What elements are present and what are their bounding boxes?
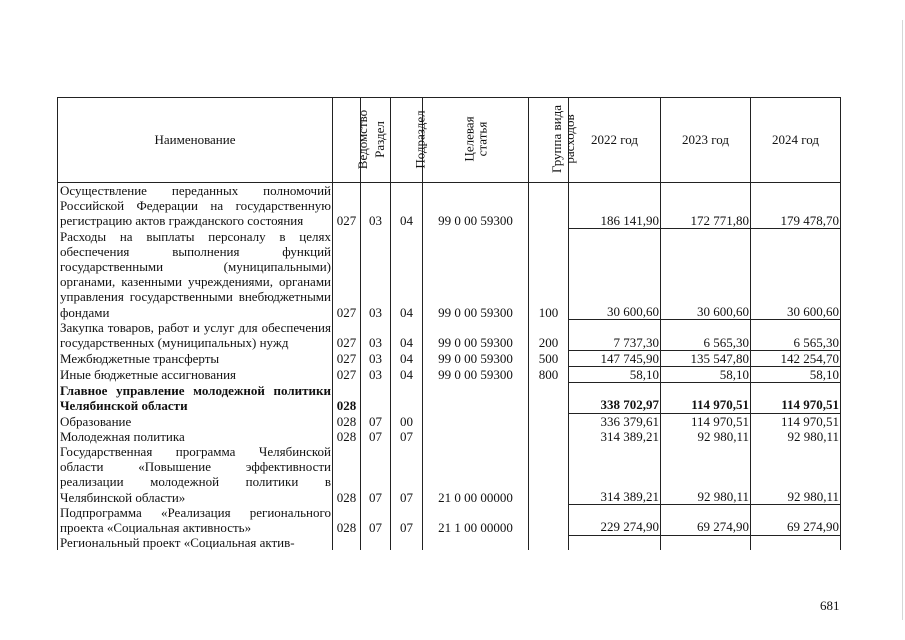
row-dept: 028 <box>333 383 361 413</box>
row-exp <box>529 535 569 550</box>
table-row <box>58 320 841 350</box>
table-row <box>58 350 841 366</box>
row-target <box>423 413 529 429</box>
row-2024: 69 274,90 <box>751 505 841 535</box>
row-target: 21 1 00 00000 <box>423 505 529 535</box>
row-2024: 142 254,70 <box>751 350 841 366</box>
row-2022: 58,10 <box>569 366 661 382</box>
page-number: 681 <box>820 598 840 613</box>
header-target <box>423 98 529 183</box>
row-name: Молодежная политика <box>58 429 333 444</box>
row-dept: 027 <box>333 229 361 320</box>
row-2024 <box>751 535 841 550</box>
row-dept: 027 <box>333 350 361 366</box>
header-2024: 2024 год <box>751 98 841 183</box>
row-dept: 028 <box>333 413 361 429</box>
table-row <box>58 444 841 505</box>
row-section: 03 <box>361 320 391 350</box>
row-section <box>361 535 391 550</box>
budget-table <box>57 97 841 550</box>
row-2023: 92 980,11 <box>661 444 751 505</box>
row-2023: 6 565,30 <box>661 320 751 350</box>
row-2022: 186 141,90 <box>569 183 661 229</box>
row-exp <box>529 383 569 413</box>
header-target-line1: Целевая <box>461 116 477 162</box>
header-exp-label <box>550 105 576 173</box>
row-subsection <box>391 535 423 550</box>
row-2024: 114 970,51 <box>751 413 841 429</box>
row-section <box>361 383 391 413</box>
row-target <box>423 429 529 444</box>
row-2023: 114 970,51 <box>661 413 751 429</box>
row-target: 21 0 00 00000 <box>423 444 529 505</box>
row-target: 99 0 00 59300 <box>423 320 529 350</box>
row-exp: 800 <box>529 366 569 382</box>
row-2023: 92 980,11 <box>661 429 751 444</box>
row-section: 07 <box>361 429 391 444</box>
header-name: Наименование <box>58 98 333 183</box>
table-row <box>58 505 841 535</box>
row-section: 03 <box>361 183 391 229</box>
header-2022: 2022 год <box>569 98 661 183</box>
table-row <box>58 429 841 444</box>
row-subsection: 00 <box>391 413 423 429</box>
row-2022: 336 379,61 <box>569 413 661 429</box>
row-dept: 028 <box>333 444 361 505</box>
header-exp-line1: Группа вида <box>548 105 564 174</box>
row-exp: 200 <box>529 320 569 350</box>
row-name: Осуществление переданных полномочий Российской Федерации на государственную регистрацию актов гражданского состояния <box>58 183 333 229</box>
row-dept: 028 <box>333 505 361 535</box>
row-name: Межбюджетные трансферты <box>58 350 333 366</box>
row-2022: 229 274,90 <box>569 505 661 535</box>
row-subsection: 07 <box>391 505 423 535</box>
header-exp-line2: расходов <box>561 114 577 165</box>
table-row <box>58 183 841 229</box>
header-subsection-label: Подраздел <box>412 110 428 169</box>
row-dept: 027 <box>333 320 361 350</box>
row-2022: 338 702,97 <box>569 383 661 413</box>
row-name: Закупка товаров, работ и услуг для обеспечения государственных (муниципальных) нужд <box>58 320 333 350</box>
budget-table-container <box>57 97 840 550</box>
row-exp <box>529 505 569 535</box>
header-target-line2: статья <box>474 122 490 157</box>
row-dept <box>333 535 361 550</box>
row-2024: 114 970,51 <box>751 383 841 413</box>
row-2023: 69 274,90 <box>661 505 751 535</box>
row-2022: 314 389,21 <box>569 444 661 505</box>
row-2023: 30 600,60 <box>661 229 751 320</box>
row-dept: 028 <box>333 429 361 444</box>
row-name: Главное управление молодежной политики Челябинской области <box>58 383 333 413</box>
row-section: 07 <box>361 413 391 429</box>
header-exp-group <box>529 98 577 183</box>
row-2022: 147 745,90 <box>569 350 661 366</box>
row-exp <box>529 429 569 444</box>
row-section: 07 <box>361 444 391 505</box>
row-dept: 027 <box>333 366 361 382</box>
row-2024: 30 600,60 <box>751 229 841 320</box>
row-name: Государственная программа Челябинской области «Повышение эффективности реализации молодежной политики в Челябинской области» <box>58 444 333 505</box>
row-name: Расходы на выплаты персоналу в целях обеспечения выполнения функций государственными (муниципальными) органами, казенными учреждениями, органами управления государственными внебюджетными фондами <box>58 229 333 320</box>
row-name: Подпрограмма «Реализация регионального проекта «Социальная активность» <box>58 505 333 535</box>
row-exp <box>529 183 569 229</box>
row-target: 99 0 00 59300 <box>423 350 529 366</box>
row-exp: 100 <box>529 229 569 320</box>
row-name: Иные бюджетные ассигнования <box>58 366 333 382</box>
row-section: 03 <box>361 366 391 382</box>
table-row <box>58 229 841 320</box>
row-2024: 58,10 <box>751 366 841 382</box>
header-subsection <box>391 98 428 183</box>
row-exp <box>529 444 569 505</box>
row-2023: 135 547,80 <box>661 350 751 366</box>
row-section: 03 <box>361 229 391 320</box>
row-2024: 179 478,70 <box>751 183 841 229</box>
row-target: 99 0 00 59300 <box>423 366 529 382</box>
header-2023: 2023 год <box>661 98 751 183</box>
row-2022: 7 737,30 <box>569 320 661 350</box>
row-2024: 6 565,30 <box>751 320 841 350</box>
table-row <box>58 366 841 382</box>
row-name: Региональный проект «Социальная актив- <box>58 535 333 550</box>
row-2023: 58,10 <box>661 366 751 382</box>
row-subsection: 04 <box>391 350 423 366</box>
header-dept-label: Ведомство <box>355 110 371 170</box>
table-row <box>58 413 841 429</box>
header-target-label <box>462 117 488 162</box>
row-2022: 314 389,21 <box>569 429 661 444</box>
row-2022 <box>569 535 661 550</box>
row-dept: 027 <box>333 183 361 229</box>
row-target <box>423 383 529 413</box>
table-row <box>58 383 841 413</box>
row-2023 <box>661 535 751 550</box>
row-subsection <box>391 383 423 413</box>
row-2024: 92 980,11 <box>751 429 841 444</box>
row-target <box>423 535 529 550</box>
table-row <box>58 535 841 550</box>
row-subsection: 04 <box>391 183 423 229</box>
page-edge-line <box>902 20 903 620</box>
row-2022: 30 600,60 <box>569 229 661 320</box>
row-subsection: 07 <box>391 444 423 505</box>
row-subsection: 04 <box>391 229 423 320</box>
row-target: 99 0 00 59300 <box>423 229 529 320</box>
header-dept <box>333 98 371 183</box>
row-subsection: 07 <box>391 429 423 444</box>
row-exp <box>529 413 569 429</box>
row-2023: 172 771,80 <box>661 183 751 229</box>
row-subsection: 04 <box>391 320 423 350</box>
row-section: 07 <box>361 505 391 535</box>
header-section-label: Раздел <box>371 121 387 159</box>
row-name: Образование <box>58 413 333 429</box>
row-subsection: 04 <box>391 366 423 382</box>
row-target: 99 0 00 59300 <box>423 183 529 229</box>
table-header-row <box>58 98 841 183</box>
row-exp: 500 <box>529 350 569 366</box>
row-section: 03 <box>361 350 391 366</box>
row-2024: 92 980,11 <box>751 444 841 505</box>
row-2023: 114 970,51 <box>661 383 751 413</box>
